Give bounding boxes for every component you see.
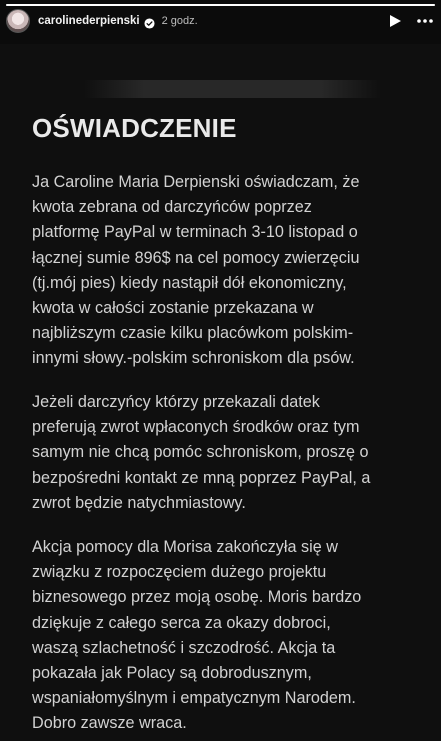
statement-paragraph-1: Ja Caroline Maria Derpienski oświadczam, że kwota zebrana od darczyńców poprzez platformę PayPal w terminach 3-10 listopad o łącznej sumie 896$ na cel pomocy zwierzęciu (tj.mój pies) kiedy nastąpił dół ekonomiczny, kwota w całości zostanie przekazana w najbliższym czasie kilku placówkom polskim- innymi słowy.-polskim schroniskom dla psów. bbox=[32, 173, 360, 368]
story-header bbox=[6, 8, 433, 34]
play-icon[interactable] bbox=[387, 13, 403, 29]
statement-paragraph-3: Akcja pomocy dla Morisa zakończyła się w związku z rozpoczęciem dużego projektu biznesowego przez moją osobę. Moris bardzo dziękuje z całego serca za okazy dobroci, waszą szlachetność i szczodrość. Akcja ta pokazała jak Polacy są dobrodusznym, wspaniałomyślnym i empatycznym Narodem. Dobro zawsze wraca. bbox=[32, 538, 362, 733]
story-content[interactable] bbox=[0, 44, 441, 741]
username[interactable]: carolinederpienski bbox=[38, 15, 140, 27]
story-progress-fill bbox=[6, 4, 435, 6]
avatar[interactable] bbox=[6, 9, 30, 33]
story-controls bbox=[387, 13, 433, 29]
story-progress-bar bbox=[6, 4, 435, 6]
statement-paragraph-2: Jeżeli darczyńcy którzy przekazali datek preferują zwrot wpłaconych środków oraz tym samym nie chcą pomóc schroniskom, proszę o bezpośredni kontakt ze mną poprzez PayPal, a zwrot będzie natychmiastowy. bbox=[32, 393, 371, 512]
post-time: 2 godz. bbox=[161, 15, 198, 27]
verified-badge-icon bbox=[144, 16, 155, 27]
more-options-icon[interactable] bbox=[417, 13, 433, 29]
statement-title: OŚWIADCZENIE bbox=[32, 113, 237, 143]
faded-header-line bbox=[84, 80, 381, 98]
